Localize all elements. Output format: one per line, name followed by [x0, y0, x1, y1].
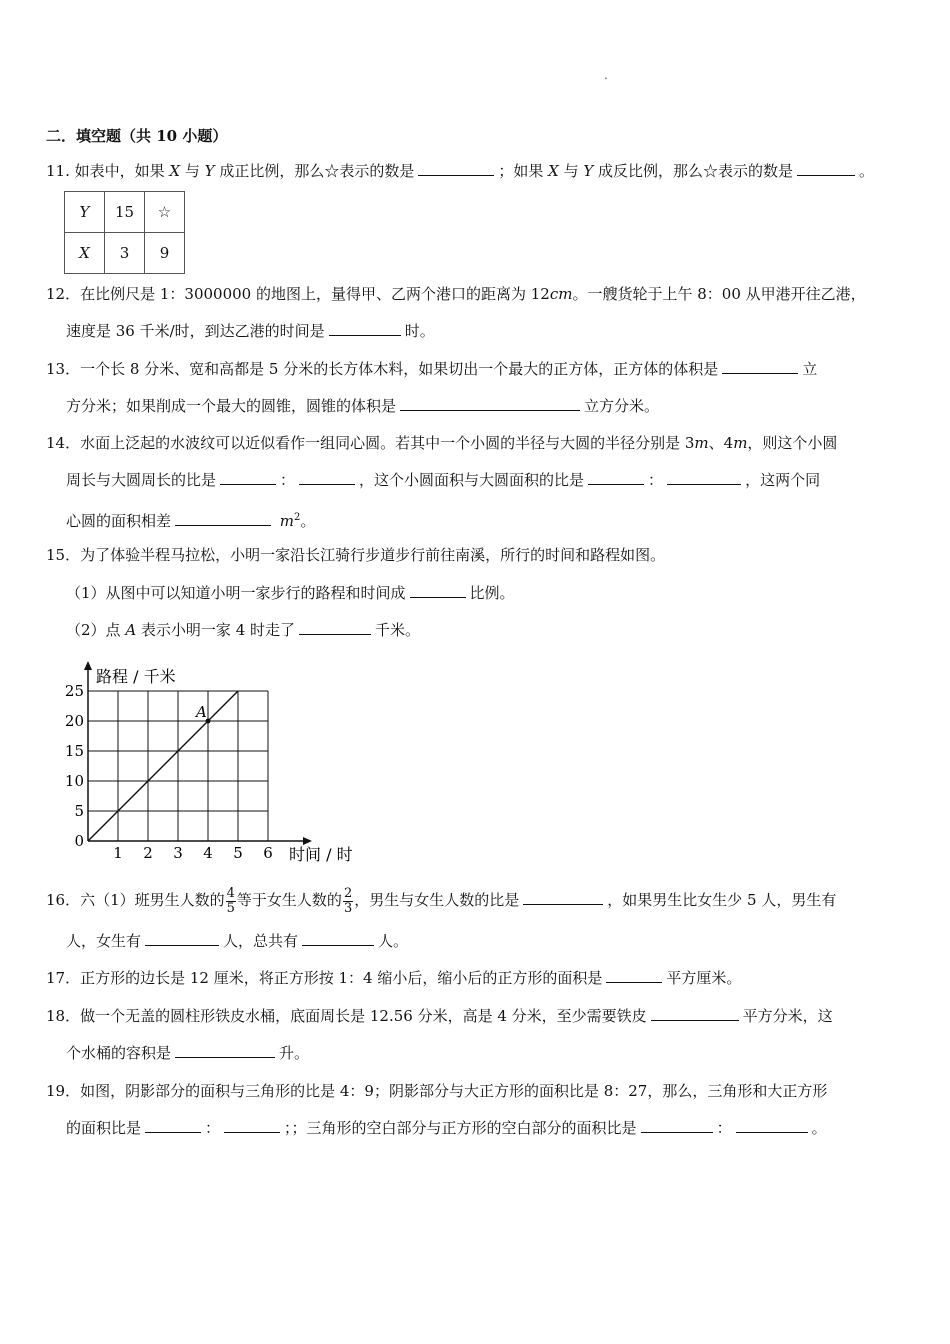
answer-blank-11a[interactable]	[418, 161, 494, 176]
question-11: 11. 如表中，如果 X 与 Y 成正比例，那么☆表示的数是 ；如果 X 与 Y 成反比例，那么☆表示的数是 。	[46, 162, 875, 180]
question-18-line-1: 18．做一个无盖的圆柱形铁皮水桶，底面周长是 12.56 分米，高是 4 分米，至少需要铁皮 平方分米，这	[46, 1007, 833, 1025]
answer-blank-13a[interactable]	[722, 359, 798, 374]
x-axis-label: 时间 / 时	[289, 845, 353, 864]
y-tick-label: 20	[64, 712, 84, 730]
answer-blank-19b[interactable]	[224, 1118, 280, 1133]
question-14-line-1: 14．水面上泛起的水波纹可以近似看作一组同心圆。若其中一个小圆的半径与大圆的半径分别是 3m、4m，则这个小圆	[46, 434, 838, 452]
answer-blank-18b[interactable]	[175, 1043, 275, 1058]
answer-blank-19d[interactable]	[736, 1118, 808, 1133]
question-15-part-2: （2）点 A 表示小明一家 4 时走了 千米。	[66, 621, 421, 639]
table-cell: 15	[105, 192, 145, 233]
question-19-line-2: 的面积比是 ： ；；三角形的空白部分与正方形的空白部分的面积比是 ： 。	[66, 1119, 827, 1137]
y-tick-label: 5	[74, 802, 84, 820]
answer-blank-11b[interactable]	[797, 161, 855, 176]
answer-blank-14d[interactable]	[667, 470, 741, 485]
answer-blank-15a[interactable]	[410, 583, 466, 598]
answer-blank-13b[interactable]	[400, 396, 580, 411]
y-axis-arrow	[84, 661, 92, 670]
chart-ticks	[65, 682, 273, 862]
x-tick-label: 1	[113, 844, 123, 862]
question-13-line-2: 方分米；如果削成一个最大的圆锥，圆锥的体积是 立方分米。	[66, 397, 660, 415]
answer-blank-14e[interactable]	[175, 511, 271, 526]
y-axis-label: 路程 / 千米	[96, 667, 176, 686]
answer-blank-19c[interactable]	[641, 1118, 713, 1133]
table-row	[65, 192, 185, 233]
question-13-line-1: 13．一个长 8 分米、宽和高都是 5 分米的长方体木料，如果切出一个最大的正方体，正方体的体积是 立	[46, 360, 818, 378]
y-tick-label: 15	[64, 742, 84, 760]
question-15: 15．为了体验半程马拉松，小明一家沿长江骑行步道步行前往南溪，所行的时间和路程如图。	[46, 546, 666, 564]
x-tick-label: 5	[233, 844, 243, 862]
fraction-2-3: $\frac{2}{3}$	[343, 885, 353, 916]
question-16-line-1: 16．六（1）班男生人数的 $\frac{4}{5}$ 等于女生人数的 $\frac{2}{3}$ ，男生与女生人数的比是 ，如果男生比女生少 5 人，男生有	[46, 885, 837, 916]
answer-blank-14b[interactable]	[299, 470, 355, 485]
x-tick-label: 4	[203, 844, 213, 862]
question-14-line-3: 心圆的面积相差 $m^2$。	[66, 512, 316, 530]
answer-blank-12[interactable]	[329, 321, 401, 336]
answer-blank-14c[interactable]	[588, 470, 644, 485]
table-cell: ☆	[145, 192, 185, 233]
x-tick-label: 3	[173, 844, 183, 862]
point-a-label: A	[196, 703, 207, 721]
question-16-line-2: 人，女生有 人，总共有 人。	[66, 932, 409, 950]
answer-blank-17[interactable]	[606, 968, 662, 983]
section-title: 二．填空题（共 10 小题）	[46, 127, 228, 145]
chart-grid	[88, 691, 268, 841]
y-tick-label: 0	[74, 832, 84, 850]
question-12-line-1: 12．在比例尺是 1：3000000 的地图上，量得甲、乙两个港口的距离为 12cm。一艘货轮于上午 8：00 从甲港开往乙港，	[46, 285, 866, 303]
table-cell: X	[65, 233, 105, 274]
fraction-4-5: $\frac{4}{5}$	[226, 885, 235, 916]
distance-time-chart	[60, 656, 380, 868]
y-tick-label: 25	[64, 682, 84, 700]
question-18-line-2: 个水桶的容积是 升。	[66, 1044, 310, 1062]
question-19-line-1: 19．如图，阴影部分的面积与三角形的比是 4：9；阴影部分与大正方形的面积比是 8：27，那么，三角形和大正方形	[46, 1082, 828, 1100]
x-axis-arrow	[303, 837, 312, 845]
question-17: 17．正方形的边长是 12 厘米，将正方形按 1：4 缩小后，缩小后的正方形的面积是 平方厘米。	[46, 969, 742, 987]
answer-blank-18a[interactable]	[651, 1006, 739, 1021]
answer-blank-16a[interactable]	[523, 890, 603, 905]
question-12-line-2: 速度是 36 千米/时，到达乙港的时间是 时。	[66, 322, 435, 340]
x-tick-label: 2	[143, 844, 153, 862]
question-14-line-2: 周长与大圆周长的比是 ： ，这个小圆面积与大圆面积的比是 ： ，这两个同	[66, 471, 821, 489]
table-row	[65, 233, 185, 274]
table-cell: 3	[105, 233, 145, 274]
answer-blank-19a[interactable]	[145, 1118, 201, 1133]
series-line	[88, 691, 238, 841]
answer-blank-16c[interactable]	[302, 931, 374, 946]
answer-blank-15b[interactable]	[299, 620, 371, 635]
table-cell: 9	[145, 233, 185, 274]
x-tick-label: 6	[263, 844, 273, 862]
answer-blank-14a[interactable]	[220, 470, 276, 485]
proportion-table	[64, 191, 185, 274]
table-cell: Y	[65, 192, 105, 233]
answer-blank-16b[interactable]	[145, 931, 219, 946]
question-15-part-1: （1）从图中可以知道小明一家步行的路程和时间成 比例。	[66, 584, 515, 602]
y-tick-label: 10	[64, 772, 84, 790]
header-mark: .	[604, 68, 608, 82]
chart-series	[88, 691, 238, 841]
